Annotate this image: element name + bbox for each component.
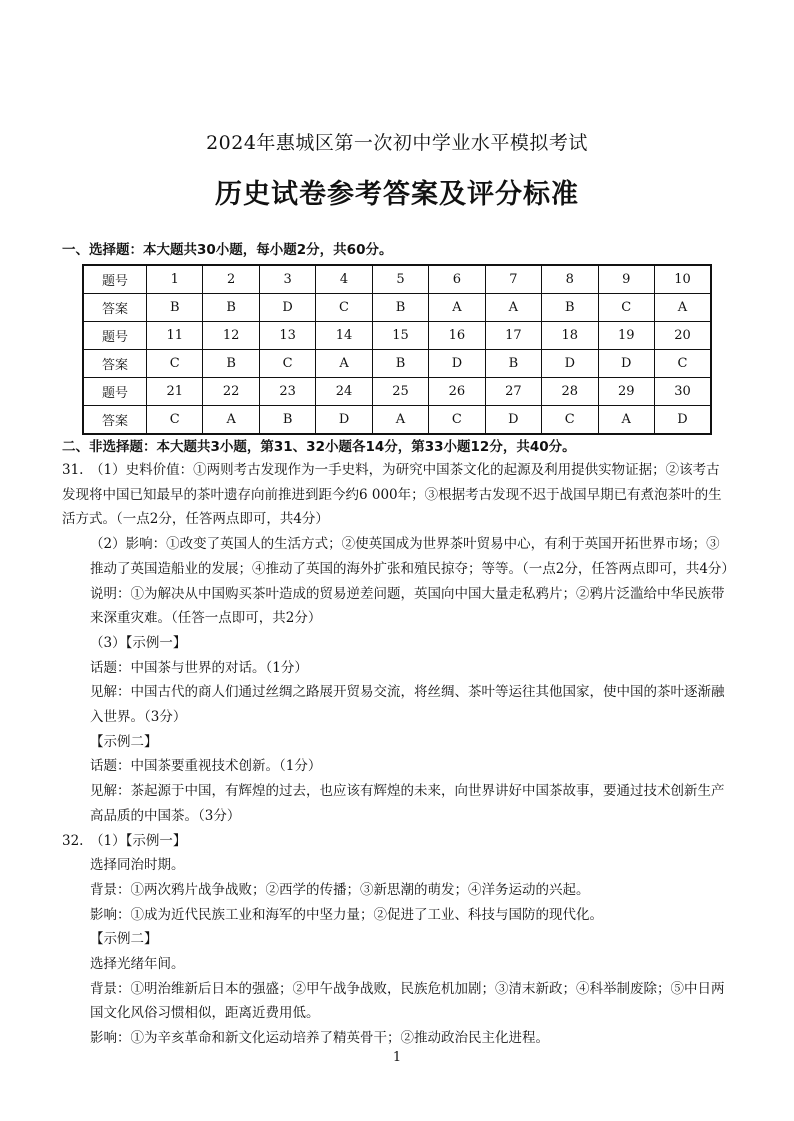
table-cell: 6 bbox=[429, 265, 485, 294]
table-cell: 14 bbox=[316, 322, 372, 350]
table-cell: C bbox=[316, 294, 372, 322]
table-cell: 5 bbox=[372, 265, 428, 294]
table-cell: 25 bbox=[372, 378, 428, 406]
row-label: 题号 bbox=[83, 265, 147, 294]
table-cell: 3 bbox=[259, 265, 315, 294]
question-number-32: 32. bbox=[62, 832, 84, 849]
q32-choice-1: 选择同治时期。 bbox=[90, 857, 185, 874]
table-cell: D bbox=[598, 350, 654, 378]
table-cell: D bbox=[542, 350, 598, 378]
row-label: 题号 bbox=[83, 322, 147, 350]
table-cell: 24 bbox=[316, 378, 372, 406]
table-cell: 7 bbox=[485, 265, 541, 294]
table-cell: 13 bbox=[259, 322, 315, 350]
table-cell: 22 bbox=[203, 378, 259, 406]
q31-view-1: 见解：中国古代的商人们通过丝绸之路展开贸易交流，将丝绸、茶叶等运往其他国家，使中国的茶叶逐渐融入世界。（3分） bbox=[90, 684, 725, 726]
table-cell: B bbox=[147, 294, 203, 322]
row-label: 题号 bbox=[83, 378, 147, 406]
table-cell: 28 bbox=[542, 378, 598, 406]
q32-background-2: 背景：①明治维新后日本的强盛；②甲午战争战败，民族危机加剧；③清末新政；④科举制废除；⑤中日两国文化风俗习惯相似，距离近费用低。 bbox=[90, 980, 725, 1022]
table-cell: 1 bbox=[147, 265, 203, 294]
q32-impact-1: 影响：①成为近代民族工业和海军的中坚力量；②促进了工业、科技与国防的现代化。 bbox=[90, 906, 603, 923]
table-cell: 9 bbox=[598, 265, 654, 294]
table-cell: A bbox=[598, 406, 654, 435]
row-label: 答案 bbox=[83, 406, 147, 435]
table-row bbox=[83, 378, 711, 406]
table-cell: 20 bbox=[654, 322, 711, 350]
table-cell: C bbox=[598, 294, 654, 322]
row-label: 答案 bbox=[83, 294, 147, 322]
q31-part2: （2）影响：①改变了英国人的生活方式；②使英国成为世界茶叶贸易中心，有利于英国开拓世界市场；③推动了英国造船业的发展；④推动了英国的海外扩张和殖民掠夺；等等。（一点2分，任答两点即可，共4分）说明：①为解决从中国购买茶叶造成的贸易逆差问题，英国向中国大量走私鸦片；②鸦片泛滥给中华民族带来深重灾难。（任答一点即可，共2分） bbox=[90, 536, 729, 627]
q31-view-2: 见解：茶起源于中国，有辉煌的过去，也应该有辉煌的未来，向世界讲好中国茶故事，要通过技术创新生产高品质的中国茶。（3分） bbox=[90, 783, 725, 824]
table-cell: A bbox=[316, 350, 372, 378]
row-label: 答案 bbox=[83, 350, 147, 378]
table-cell: B bbox=[485, 350, 541, 378]
table-cell: 19 bbox=[598, 322, 654, 350]
table-cell: D bbox=[485, 406, 541, 435]
table-cell: 26 bbox=[429, 378, 485, 406]
table-cell: B bbox=[372, 350, 428, 378]
table-cell: C bbox=[654, 350, 711, 378]
table-cell: D bbox=[259, 294, 315, 322]
table-row bbox=[83, 350, 711, 378]
table-cell: 30 bbox=[654, 378, 711, 406]
answers-body bbox=[62, 458, 730, 1051]
q32-part1: 32. （1）【示例一】 bbox=[62, 829, 730, 854]
table-cell: B bbox=[203, 294, 259, 322]
q32-impact-2: 影响：①为辛亥革命和新文化运动培养了精英骨干；②推动政治民主化进程。 bbox=[90, 1030, 549, 1047]
table-cell: A bbox=[203, 406, 259, 435]
document-title: 历史试卷参考答案及评分标准 bbox=[215, 179, 579, 210]
table-cell: A bbox=[372, 406, 428, 435]
table-cell: C bbox=[147, 350, 203, 378]
q31-example-2-label: 【示例二】 bbox=[90, 733, 158, 750]
table-row bbox=[83, 294, 711, 322]
table-cell: 11 bbox=[147, 322, 203, 350]
table-cell: A bbox=[429, 294, 485, 322]
q32-choice-2: 选择光绪年间。 bbox=[90, 956, 185, 973]
table-cell: 4 bbox=[316, 265, 372, 294]
table-cell: 21 bbox=[147, 378, 203, 406]
table-cell: 18 bbox=[542, 322, 598, 350]
table-cell: A bbox=[654, 294, 711, 322]
question-number-31: 31. bbox=[62, 462, 84, 478]
table-cell: D bbox=[429, 350, 485, 378]
table-cell: 27 bbox=[485, 378, 541, 406]
table-cell: C bbox=[429, 406, 485, 435]
table-cell: 15 bbox=[372, 322, 428, 350]
section-2-heading: 二、非选择题：本大题共3小题，第31、32小题各14分，第33小题12分，共40分。 bbox=[62, 439, 576, 455]
q31-topic-2: 话题：中国茶要重视技术创新。（1分） bbox=[90, 758, 322, 775]
table-cell: 10 bbox=[654, 265, 711, 294]
table-cell: A bbox=[485, 294, 541, 322]
table-row bbox=[83, 322, 711, 350]
table-cell: 2 bbox=[203, 265, 259, 294]
table-cell: B bbox=[542, 294, 598, 322]
table-cell: 12 bbox=[203, 322, 259, 350]
table-row bbox=[83, 265, 711, 294]
q31-part3-label: （3）【示例一】 bbox=[90, 634, 187, 651]
table-cell: 29 bbox=[598, 378, 654, 406]
q32-example-2-label: 【示例二】 bbox=[90, 931, 158, 948]
table-cell: 16 bbox=[429, 322, 485, 350]
table-cell: C bbox=[147, 406, 203, 435]
table-cell: B bbox=[372, 294, 428, 322]
table-cell: 23 bbox=[259, 378, 315, 406]
table-row bbox=[83, 406, 711, 435]
q31-part1: 31. （1）史料价值：①两则考古发现作为一手史料，为研究中国茶文化的起源及利用提供实物证据；②该考古发现将中国已知最早的茶叶遗存向前推进到距今约6 000年；③根据考古发现不迟于战国早期已有煮泡茶叶的生活方式。（一点2分，任答两点即可，共4分） bbox=[62, 458, 730, 532]
table-cell: 8 bbox=[542, 265, 598, 294]
table-cell: 17 bbox=[485, 322, 541, 350]
q32-background-1: 背景：①两次鸦片战争战败；②西学的传播；③新思潮的萌发；④洋务运动的兴起。 bbox=[90, 881, 590, 898]
page-number: 1 bbox=[392, 1050, 402, 1065]
answer-table bbox=[82, 264, 712, 435]
table-cell: C bbox=[259, 350, 315, 378]
table-cell: B bbox=[203, 350, 259, 378]
table-cell: D bbox=[654, 406, 711, 435]
table-cell: D bbox=[316, 406, 372, 435]
table-cell: B bbox=[259, 406, 315, 435]
q31-topic-1: 话题：中国茶与世界的对话。（1分） bbox=[90, 659, 308, 676]
exam-title: 2024年惠城区第一次初中学业水平模拟考试 bbox=[206, 132, 588, 154]
table-cell: C bbox=[542, 406, 598, 435]
section-1-heading: 一、选择题：本大题共30小题，每小题2分，共60分。 bbox=[62, 242, 393, 258]
